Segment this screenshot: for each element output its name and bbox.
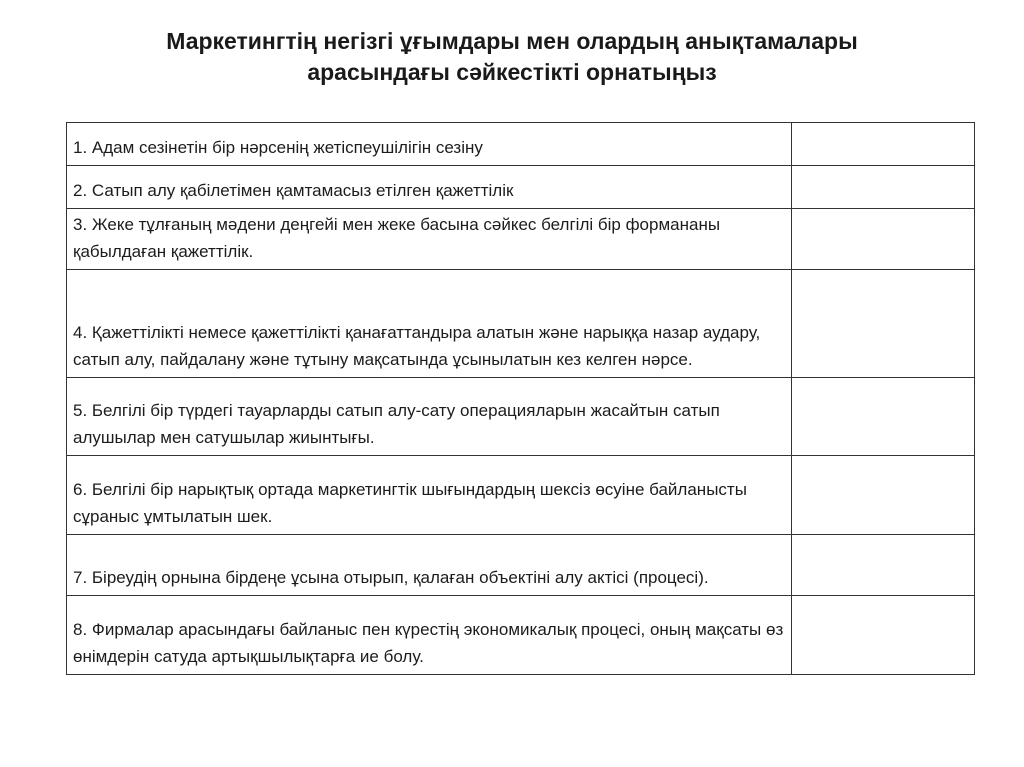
answer-cell[interactable]	[792, 378, 975, 456]
table-row	[67, 378, 975, 456]
definition-cell: 6. Белгілі бір нарықтық ортада маркетингтік шығындардың шексіз өсуіне байланысты сұраныс ұмтылатын шек.	[67, 456, 792, 535]
definition-cell: 5. Белгілі бір түрдегі тауарларды сатып алу-сату операцияларын жасайтын сатып алушылар мен сатушылар жиынтығы.	[67, 378, 792, 456]
answer-cell[interactable]	[792, 596, 975, 675]
answer-cell[interactable]	[792, 535, 975, 596]
definition-cell: 2. Сатып алу қабілетімен қамтамасыз етілген қажеттілік	[67, 166, 792, 209]
answer-cell[interactable]	[792, 166, 975, 209]
page-title-line-1: Маркетингтің негізгі ұғымдары мен олардың анықтамалары	[166, 28, 858, 54]
table-row	[67, 596, 975, 675]
definition-cell: 4. Қажеттілікті немесе қажеттілікті қанағаттандыра алатын және нарыққа назар аудару, сатып алу, пайдалану және тұтыну мақсатында ұсынылатын кез келген нәрсе.	[67, 270, 792, 378]
answer-cell[interactable]	[792, 209, 975, 270]
definitions-table	[66, 122, 975, 675]
definition-cell: 8. Фирмалар арасындағы байланыс пен күрестің экономикалық процесі, оның мақсаты өз өнімдерін сатуда артықшылықтарға ие болу.	[67, 596, 792, 675]
answer-cell[interactable]	[792, 123, 975, 166]
table-row	[67, 456, 975, 535]
table-row	[67, 535, 975, 596]
table-row	[67, 123, 975, 166]
definition-cell: 7. Біреудің орнына бірдеңе ұсына отырып, қалаған объектіні алу актісі (процесі).	[67, 535, 792, 596]
table-row	[67, 270, 975, 378]
page-title	[0, 26, 1024, 88]
definition-cell: 1. Адам сезінетін бір нәрсенің жетіспеушілігін сезіну	[67, 123, 792, 166]
answer-cell[interactable]	[792, 270, 975, 378]
definition-cell: 3. Жеке тұлғаның мәдени деңгейі мен жеке басына сәйкес белгілі бір формананы қабылдаған қажеттілік.	[67, 209, 792, 270]
answer-cell[interactable]	[792, 456, 975, 535]
table-row	[67, 166, 975, 209]
table-row	[67, 209, 975, 270]
page-title-line-2: арасындағы сәйкестікті орнатыңыз	[307, 59, 717, 85]
